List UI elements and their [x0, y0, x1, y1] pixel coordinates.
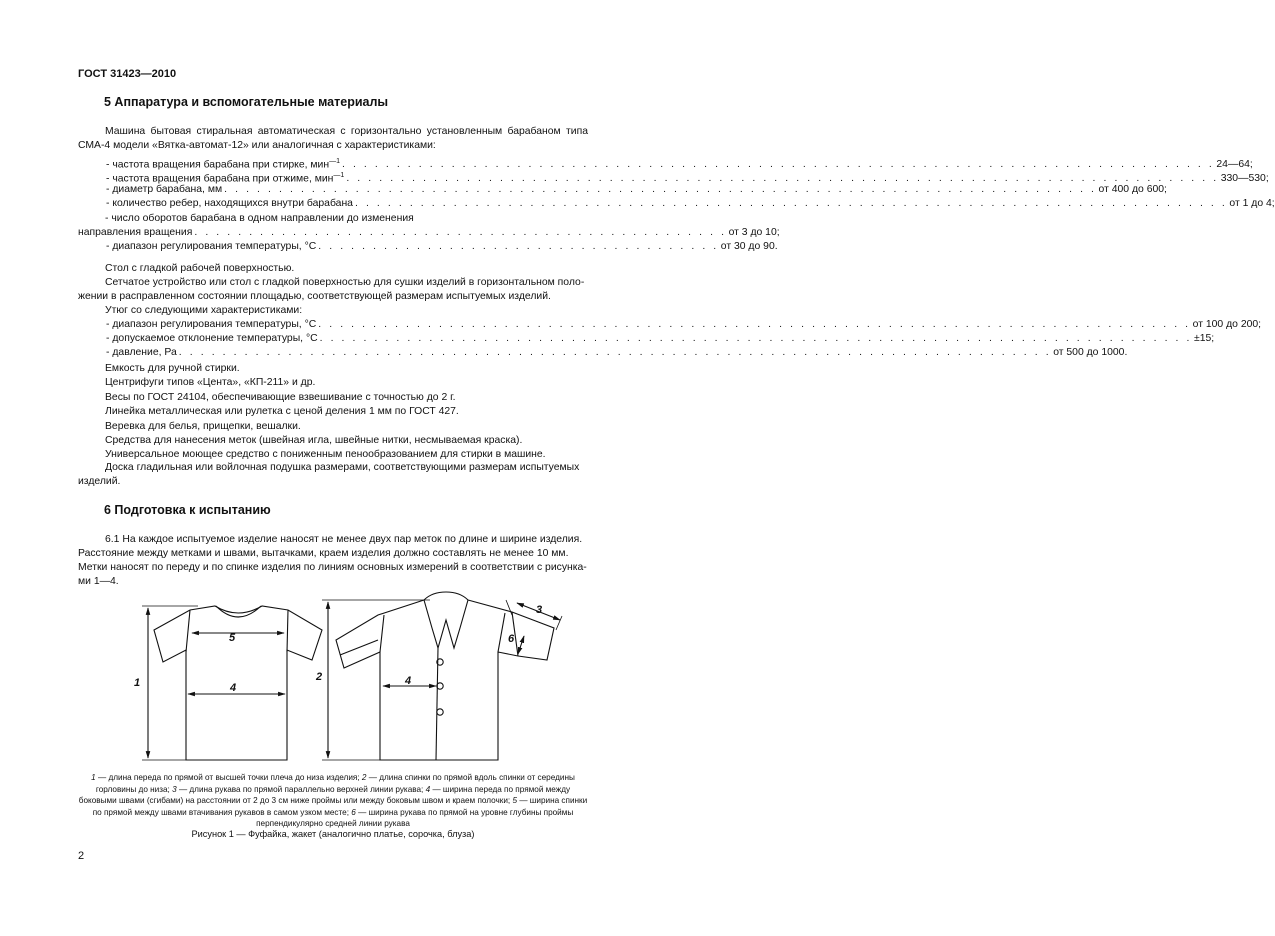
material-item: Линейка металлическая или рулетка с ценой деления 1 мм по ГОСТ 427.	[105, 406, 459, 418]
spec-rotation-row: направления вращения . . . . . . . . . . . . . . . . . . . . . . . . . . . . . . . . . . . . . . . . . . . . . . . . . от 3 до 10;	[78, 227, 780, 238]
iron-spec-2-value: ±15;	[1194, 333, 1215, 344]
label-3: 3	[536, 604, 543, 616]
document-header: ГОСТ 31423—2010	[78, 68, 177, 80]
drum-spec-3: - диаметр барабана, мм . . . . . . . . . . . . . . . . . . . . . . . . . . . . . . . . . . . . . . . . . . . . . . . . . . . . . . . . . . . . . . . . . . . . . . . . . . . . . . . . от 400 до 600;	[106, 184, 1167, 195]
label-2: 2	[316, 671, 323, 683]
spec-temp-label: - диапазон регулирования температуры, °С	[106, 241, 317, 252]
caption-text: — длина переда по прямой от высшей точки плеча до низа изделия;	[95, 773, 362, 782]
iron-spec-1-label: - диапазон регулирования температуры, °С	[106, 319, 317, 330]
drying-line1: Сетчатое устройство или стол с гладкой поверхностью для сушки изделий в горизонтальном поло-	[105, 277, 585, 288]
spec-temp-row: - диапазон регулирования температуры, °С . . . . . . . . . . . . . . . . . . . . . . . . . . . . . . . . . . . . . от 30 до 90.	[106, 241, 778, 252]
drying-line2: жении в расправленном состоянии площадью, соответствующей размерам испытуемых изделий.	[78, 291, 551, 302]
iron-spec-3-value: от 500 до 1000.	[1053, 347, 1128, 358]
para-6-1-line3: Метки наносят по переду и по спинке изделия по линиям основных измерений в соответствии с рисунка-	[78, 562, 587, 573]
para-6-1-line2: Расстояние между метками и швами, вытачками, краем изделия должно составлять не менее 10 мм.	[78, 548, 569, 559]
material-item: Весы по ГОСТ 24104, обеспечивающие взвешивание с точностью до 2 г.	[105, 391, 456, 403]
caption-number: 1	[91, 773, 96, 782]
drum-spec-2-value: 330—530;	[1220, 173, 1269, 185]
spec-rotation-value: от 3 до 10;	[728, 227, 780, 238]
caption-number: 5	[512, 796, 518, 805]
iron-spec-2: - допускаемое отклонение температуры, °С . . . . . . . . . . . . . . . . . . . . . . . . . . . . . . . . . . . . . . . . . . . . . . . . . . . . . . . . . . . . . . . . . . . . . . . . . . . . . . . . ±15;	[106, 333, 1215, 344]
para-6-1-line4: ми 1—4.	[78, 576, 119, 587]
figure-1-caption	[78, 772, 588, 830]
drum-spec-2-label: - частота вращения барабана при отжиме, мин$^{—1}$	[106, 172, 345, 185]
material-item: Центрифуги типов «Цента», «КП-211» и др.	[105, 377, 316, 389]
board-line1: Доска гладильная или войлочная подушка размерами, соответствующими размерам испытуемых	[105, 462, 580, 473]
label-6: 6	[508, 633, 515, 645]
label-5: 5	[229, 632, 236, 644]
section-5-intro: Машина бытовая стиральная автоматическая с горизонтально установленным барабаном типа СМА-4 модели «Вятка-автомат-12» или аналогичная с характеристиками:	[78, 126, 588, 151]
material-item: Универсальное моющее средство с пониженным пенообразованием для стирки в машине.	[105, 449, 546, 461]
board-line2: изделий.	[78, 476, 121, 487]
section-6-title: 6 Подготовка к испытанию	[104, 503, 271, 517]
material-item: Средства для нанесения меток (швейная игла, швейные нитки, несмываемая краска).	[105, 435, 523, 446]
caption-text: — ширина переда по прямой между боковыми швами (сгибами) на расстоянии от 2 до 3 см ниже проймы или между боковым швом и краем полочки;	[78, 784, 571, 805]
iron-spec-3: - давление, Ра . . . . . . . . . . . . . . . . . . . . . . . . . . . . . . . . . . . . . . . . . . . . . . . . . . . . . . . . . . . . . . . . . . . . . . . . . . . . . . . . от 500 до 1000.	[106, 347, 1128, 358]
jacket-outline	[336, 592, 554, 760]
caption-number: 2	[361, 773, 367, 782]
material-item: Веревка для белья, прищепки, вешалки.	[105, 420, 301, 432]
drum-spec-2: - частота вращения барабана при отжиме, мин$^{—1}$ . . . . . . . . . . . . . . . . . . . . . . . . . . . . . . . . . . . . . . . . . . . . . . . . . . . . . . . . . . . . . . . . . . . . . . . . . . . . . . . . 330—530;	[106, 169, 576, 186]
spec-rotation-label: направления вращения	[78, 227, 193, 238]
caption-text: — ширина спинки по прямой между швами втачивания рукавов в самом узком месте;	[92, 796, 588, 817]
spec-rotation-line1: - число оборотов барабана в одном направлении до изменения	[105, 213, 414, 224]
t-shirt-outline	[154, 606, 322, 760]
dimension-6	[518, 636, 524, 654]
iron-spec-3-label: - давление, Ра	[106, 347, 177, 358]
caption-text: — длина рукава по прямой параллельно верхней линии рукава;	[176, 784, 426, 794]
drum-spec-1: - частота вращения барабана при стирке, мин$^{—1}$ . . . . . . . . . . . . . . . . . . . . . . . . . . . . . . . . . . . . . . . . . . . . . . . . . . . . . . . . . . . . . . . . . . . . . . . . . . . . . . . . 24—64;	[106, 155, 576, 172]
page-number: 2	[78, 850, 85, 862]
iron-spec-1-value: от 100 до 200;	[1192, 319, 1262, 330]
material-item: Емкость для ручной стирки.	[105, 363, 240, 374]
caption-number: 3	[172, 784, 177, 794]
iron-spec-1: - диапазон регулирования температуры, °С . . . . . . . . . . . . . . . . . . . . . . . . . . . . . . . . . . . . . . . . . . . . . . . . . . . . . . . . . . . . . . . . . . . . . . . . . . . . . . . . от 100 до 200;	[106, 319, 1262, 330]
iron-spec-2-label: - допускаемое отклонение температуры, °С	[106, 333, 318, 344]
label-1: 1	[134, 677, 141, 689]
caption-number: 4	[425, 784, 431, 794]
iron-intro: Утюг со следующими характеристиками:	[105, 305, 303, 316]
label-4-jacket: 4	[405, 675, 412, 687]
para-6-1-line1: 6.1 На каждое испытуемое изделие наносят не менее двух пар меток по длине и ширине изделия.	[105, 534, 583, 545]
section-5-title: 5 Аппаратура и вспомогательные материалы	[104, 95, 389, 109]
drum-spec-3-label: - диаметр барабана, мм	[106, 184, 223, 195]
spec-temp-value: от 30 до 90.	[720, 241, 778, 252]
label-4-shirt: 4	[230, 682, 237, 694]
drum-spec-1-value: 24—64;	[1216, 159, 1253, 171]
drum-spec-4-label: - количество ребер, находящихся внутри барабана	[106, 198, 353, 209]
table-text: Стол с гладкой рабочей поверхностью.	[105, 263, 295, 274]
caption-text: — длина спинки по прямой вдоль спинки от середины горловины до низа;	[95, 773, 575, 794]
drum-spec-3-value: от 400 до 600;	[1098, 184, 1167, 195]
figure-1-title: Рисунок 1 — Фуфайка, жакет (аналогично платье, сорочка, блуза)	[191, 829, 475, 839]
drum-spec-1-label: - частота вращения барабана при стирке, мин$^{—1}$	[106, 158, 340, 171]
drum-spec-4-value: от 1 до 4;	[1229, 198, 1275, 209]
caption-text: — ширина рукава по прямой на уровне глубины проймы перпендикулярно средней линии рукава	[256, 807, 574, 828]
drum-spec-4: - количество ребер, находящихся внутри барабана . . . . . . . . . . . . . . . . . . . . . . . . . . . . . . . . . . . . . . . . . . . . . . . . . . . . . . . . . . . . . . . . . . . . . . . . . . . . . . . . от 1 до 4;	[106, 198, 1275, 209]
caption-number: 6	[351, 807, 356, 817]
